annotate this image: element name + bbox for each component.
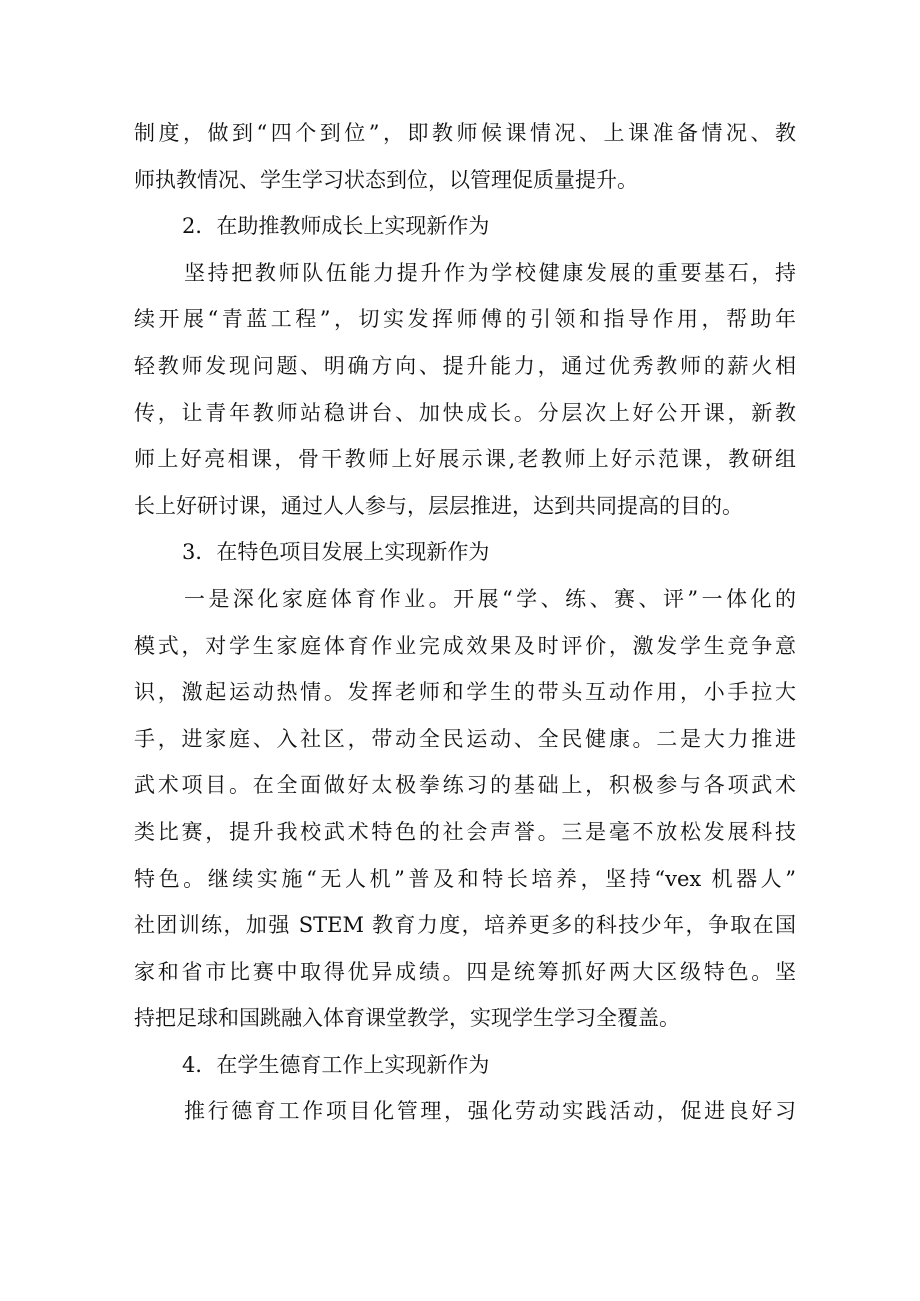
- paragraph-line: 传，让青年教师站稳讲台、加快成长。分层次上好公开课，新教: [134, 400, 796, 425]
- paragraph-line: 社团训练，加强 STEM 教育力度，培养更多的科技少年，争取在国: [134, 913, 796, 938]
- paragraph-line: 武术项目。在全面做好太极拳练习的基础上，积极参与各项武术: [134, 773, 796, 798]
- paragraph-line: 家和省市比赛中取得优异成绩。四是统筹抓好两大区级特色。坚: [134, 959, 796, 984]
- paragraph-line: 长上好研讨课，通过人人参与，层层推进，达到共同提高的目的。: [134, 493, 743, 518]
- paragraph-line: 轻教师发现问题、明确方向、提升能力，通过优秀教师的薪火相: [134, 353, 796, 378]
- paragraph-line: 坚持把教师队伍能力提升作为学校健康发展的重要基石，持: [184, 260, 796, 285]
- paragraph-line: 类比赛，提升我校武术特色的社会声誉。三是毫不放松发展科技: [134, 819, 796, 844]
- paragraph-line: 识，激起运动热情。发挥老师和学生的带头互动作用，小手拉大: [134, 680, 796, 705]
- section-heading: 4．在学生德育工作上实现新作为: [182, 1052, 490, 1077]
- paragraph-line: 特色。继续实施“无人机”普及和特长培养，坚持“vex 机器人”: [134, 866, 796, 891]
- section-heading: 3．在特色项目发展上实现新作为: [182, 540, 490, 565]
- paragraph-line: 师执教情况、学生学习状态到位，以管理促质量提升。: [134, 167, 638, 192]
- paragraph-line: 一是深化家庭体育作业。开展“学、练、赛、评”一体化的: [184, 586, 796, 611]
- document-body: [134, 110, 796, 1135]
- paragraph-line: 师上好亮相课，骨干教师上好展示课,老教师上好示范课，教研组: [134, 447, 796, 472]
- paragraph-line: 续开展“青蓝工程”，切实发挥师傅的引领和指导作用，帮助年: [134, 307, 796, 332]
- section-heading: 2．在助推教师成长上实现新作为: [182, 214, 490, 239]
- paragraph-line: 制度，做到“四个到位”，即教师候课情况、上课准备情况、教: [134, 121, 796, 145]
- paragraph-line: 模式，对学生家庭体育作业完成效果及时评价，激发学生竞争意: [134, 633, 796, 658]
- paragraph-line: 手，进家庭、入社区，带动全民运动、全民健康。二是大力推进: [134, 726, 796, 751]
- paragraph-line: 持把足球和国跳融入体育课堂教学，实现学生学习全覆盖。: [134, 1006, 680, 1031]
- paragraph-line: 推行德育工作项目化管理，强化劳动实践活动，促进良好习: [184, 1099, 796, 1124]
